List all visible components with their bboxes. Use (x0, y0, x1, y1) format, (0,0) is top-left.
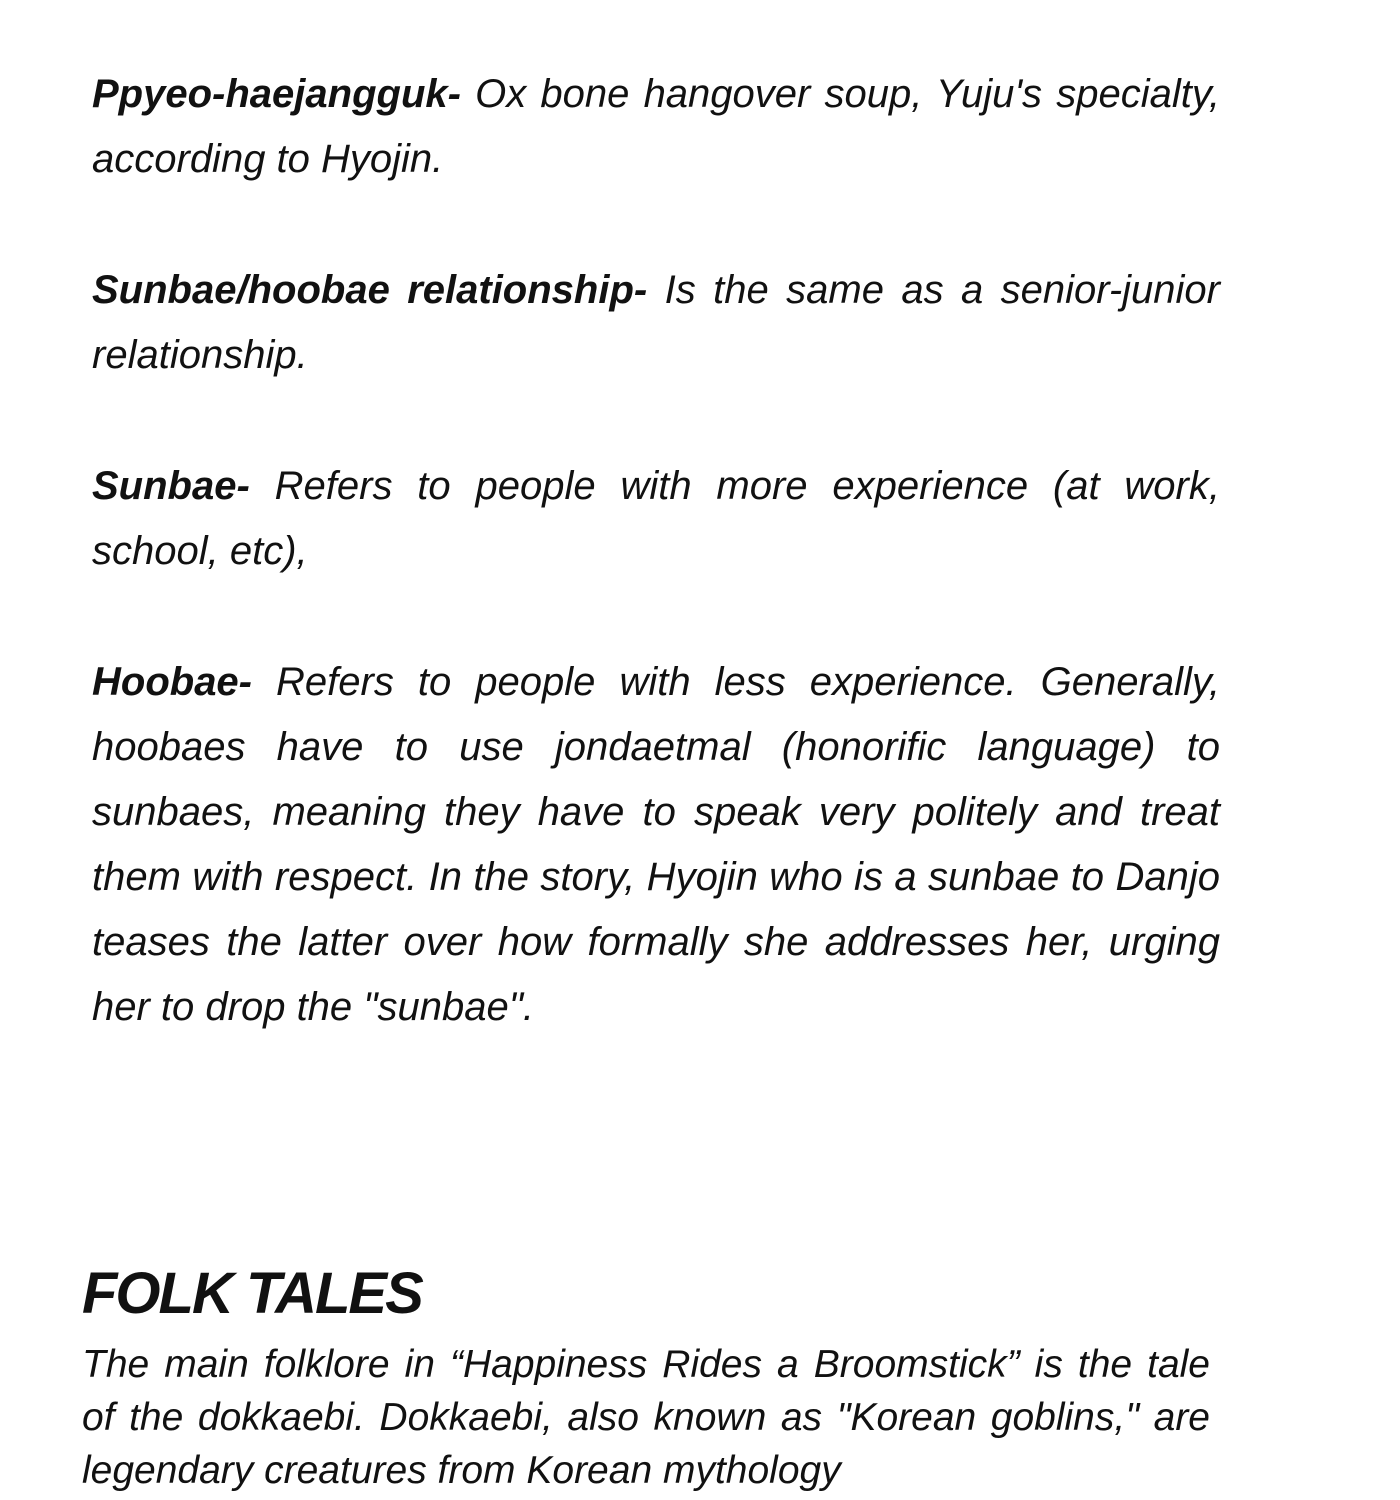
glossary-definition: Refers to people with less experience. Generally, hoobaes have to use jondaetmal (honorific language) to sunbaes, meaning they have to speak very politely and treat them with respect. In the story, Hyojin who is a sunbae to Danjo teases the latter over how formally she addresses her, urging her to drop the "sunbae". (92, 660, 1220, 1029)
folk-tales-section (82, 1258, 1210, 1497)
glossary-definition: Ox bone hangover soup, Yuju's specialty, according to Hyojin. (92, 72, 1220, 181)
section-body: The main folklore in “Happiness Rides a Broomstick” is the tale of the dokkaebi. Dokkaebi, also known as "Korean goblins," are legendary creatures from Korean mythology (82, 1343, 1210, 1492)
glossary-term: Ppyeo-haejangguk- (92, 72, 461, 116)
glossary-list (92, 62, 1220, 1040)
glossary-term: Hoobae- (92, 660, 252, 704)
glossary-term: Sunbae- (92, 464, 250, 508)
glossary-term: Sunbae/hoobae relationship- (92, 268, 648, 312)
glossary-entry-hoobae (92, 650, 1220, 1040)
glossary-entry-sunbae-hoobae-relationship (92, 258, 1220, 388)
glossary-entry-ppyeo-haejangguk (92, 62, 1220, 192)
glossary-definition: Is the same as a senior-junior relationship. (92, 268, 1221, 377)
glossary-definition: Refers to people with more experience (at work, school, etc), (92, 464, 1220, 573)
glossary-entry-sunbae (92, 454, 1220, 584)
section-title: FOLK TALES (82, 1261, 422, 1326)
